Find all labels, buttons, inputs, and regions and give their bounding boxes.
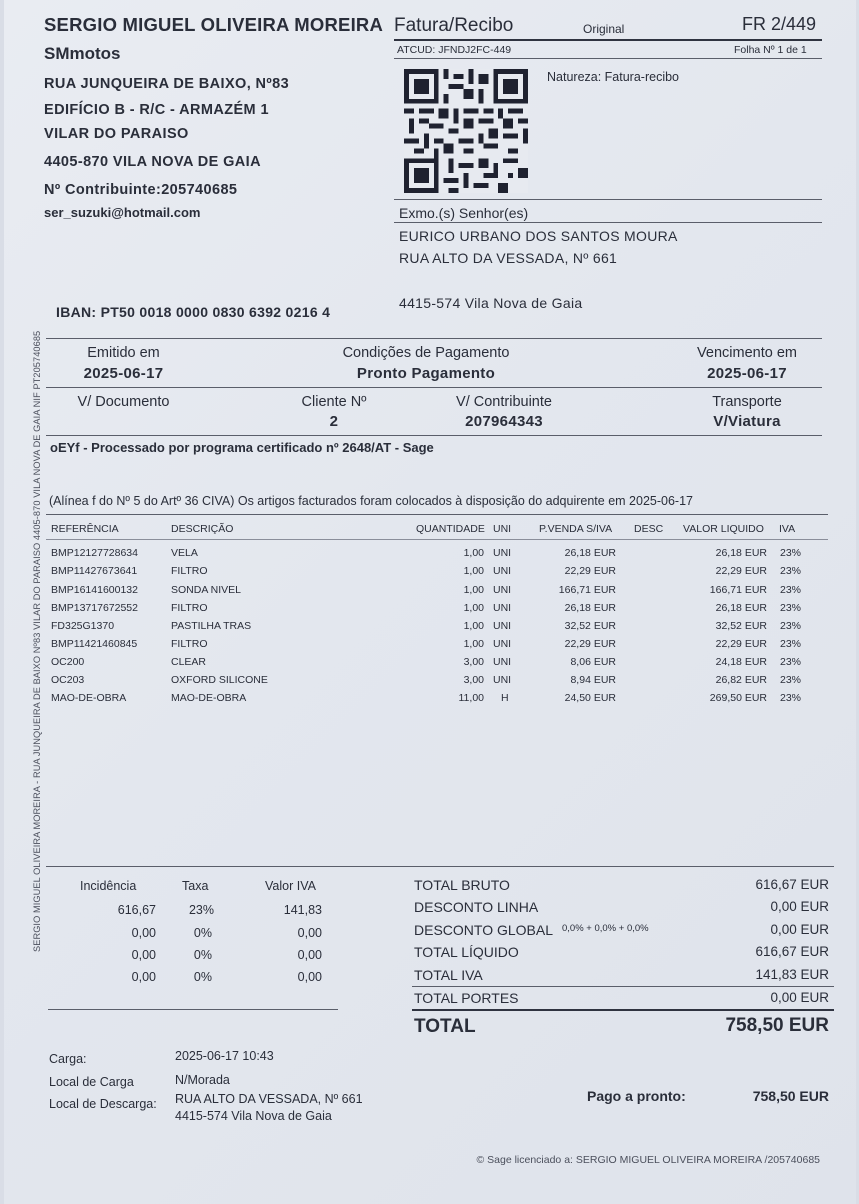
local-descarga-label: Local de Descarga: — [49, 1097, 157, 1111]
document-number: FR 2/449 — [742, 14, 817, 34]
cell-qty: 1,00 — [463, 584, 484, 596]
cell-qty: 11,00 — [458, 692, 484, 704]
local-carga-label: Local de Carga — [49, 1075, 134, 1089]
issued-label: Emitido em — [87, 345, 160, 361]
totals-rule — [412, 986, 834, 987]
totals-top-rule — [46, 866, 834, 867]
paid-label: Pago a pronto: — [587, 1088, 686, 1104]
cell-ref: OC200 — [51, 656, 85, 668]
cell-desc: MAO-DE-OBRA — [171, 692, 247, 704]
meta-rule — [46, 435, 822, 436]
sender-address-line: 4405-870 VILA NOVA DE GAIA — [44, 154, 261, 170]
client-address: RUA ALTO DA VESSADA, Nº 661 — [399, 250, 618, 266]
cell-uni: H — [501, 692, 509, 704]
cell-net: 26,18 EUR — [715, 602, 767, 614]
tax-header-rate: Taxa — [182, 879, 209, 893]
sender-nif: Nº Contribuinte:205740685 — [44, 182, 238, 198]
issued-date: 2025-06-17 — [83, 365, 164, 382]
meta-rule — [46, 338, 822, 339]
cell-qty: 1,00 — [463, 638, 484, 650]
cell-ref: BMP12127728634 — [51, 547, 138, 559]
cell-qty: 1,00 — [463, 602, 484, 614]
cell-ref: FD325G1370 — [51, 620, 115, 632]
cell-price: 22,29 EUR — [564, 565, 616, 577]
client-salutation: Exmo.(s) Senhor(es) — [399, 205, 529, 221]
client-vat-number: 207964343 — [465, 413, 543, 430]
due-date: 2025-06-17 — [707, 365, 787, 382]
col-header-disc: DESC — [634, 523, 664, 535]
col-header-net: VALOR LIQUIDO — [683, 523, 764, 535]
local-descarga-line: 4415-574 Vila Nova de Gaia — [175, 1109, 332, 1123]
cell-uni: UNI — [493, 674, 512, 686]
document-title: Fatura/Recibo — [394, 15, 514, 36]
sender-brand: SMmotos — [44, 44, 121, 63]
cell-desc: VELA — [171, 547, 198, 559]
cell-price: 22,29 EUR — [564, 638, 616, 650]
meta-rule — [46, 387, 822, 388]
cell-ref: BMP11421460845 — [51, 638, 138, 650]
client-rule — [394, 222, 822, 223]
tax-base: 0,00 — [131, 970, 156, 984]
cell-iva: 23% — [780, 547, 802, 559]
client-number-label: Cliente Nº — [301, 394, 367, 410]
cell-desc: CLEAR — [171, 656, 207, 668]
cell-net: 22,29 EUR — [715, 638, 767, 650]
side-vertical-text: SERGIO MIGUEL OLIVEIRA MOREIRA - RUA JUNQUEIRA DE BAIXO Nº83 VILAR DO PARAISO 4405-870 VILA NOVA DE GAIA NIF PT205740685 — [32, 330, 42, 952]
line-discount: 0,00 EUR — [770, 899, 829, 914]
total-gross-label: TOTAL BRUTO — [414, 877, 510, 893]
client-name: EURICO URBANO DOS SANTOS MOURA — [399, 228, 678, 244]
certification-text: oEYf - Processado por programa certificado nº 2648/AT - Sage — [50, 440, 434, 455]
cell-uni: UNI — [493, 620, 512, 632]
tax-bottom-rule — [48, 1009, 338, 1010]
tax-base: 0,00 — [131, 926, 156, 940]
cell-price: 26,18 EUR — [564, 547, 616, 559]
payment-conditions: Pronto Pagamento — [356, 365, 496, 382]
cell-price: 166,71 EUR — [558, 584, 616, 596]
sage-footer: © Sage licenciado a: SERGIO MIGUEL OLIVEIRA MOREIRA /205740685 — [476, 1154, 820, 1166]
sender-address-line: EDIFÍCIO B - R/C - ARMAZÉM 1 — [44, 102, 269, 118]
table-top-rule — [46, 514, 828, 515]
global-discount-label: DESCONTO GLOBAL — [414, 922, 554, 938]
col-header-price: P.VENDA S/IVA — [539, 523, 613, 535]
col-header-qty: QUANTIDADE — [416, 523, 485, 535]
cell-uni: UNI — [493, 638, 512, 650]
page-count: Folha Nº 1 de 1 — [734, 44, 807, 56]
cell-uni: UNI — [493, 602, 512, 614]
availability-notice: (Alínea f do Nº 5 do Artº 36 CIVA) Os artigos facturados foram colocados à disposição do adquirente em 2025-06-17 — [49, 494, 693, 508]
cell-iva: 23% — [780, 692, 802, 704]
cell-price: 24,50 EUR — [564, 692, 616, 704]
cell-iva: 23% — [780, 674, 802, 686]
cell-net: 26,18 EUR — [715, 547, 767, 559]
tax-vat: 0,00 — [297, 948, 322, 962]
total-shipping-label: TOTAL PORTES — [414, 990, 519, 1006]
cell-iva: 23% — [780, 602, 802, 614]
col-header-desc: DESCRIÇÃO — [171, 523, 234, 535]
tax-header-vat: Valor IVA — [265, 879, 316, 893]
conditions-label: Condições de Pagamento — [342, 345, 510, 361]
cell-iva: 23% — [780, 656, 802, 668]
invoice-page — [4, 0, 856, 1204]
cell-qty: 1,00 — [463, 620, 484, 632]
cell-price: 8,94 EUR — [570, 674, 616, 686]
tax-vat: 0,00 — [297, 926, 322, 940]
global-discount-detail: 0,0% + 0,0% + 0,0% — [562, 923, 649, 934]
cell-net: 26,82 EUR — [715, 674, 767, 686]
cell-net: 22,29 EUR — [715, 565, 767, 577]
cell-uni: UNI — [493, 584, 512, 596]
total-net-label: TOTAL LÍQUIDO — [414, 944, 519, 960]
cell-net: 166,71 EUR — [709, 584, 767, 596]
tax-header-base: Incidência — [80, 879, 137, 893]
tax-rate: 0% — [193, 948, 212, 962]
cell-ref: OC203 — [51, 674, 85, 686]
document-nature: Natureza: Fatura-recibo — [547, 70, 680, 84]
qr-code-icon — [404, 69, 528, 193]
local-carga-value: N/Morada — [175, 1073, 230, 1087]
sender-name: SERGIO MIGUEL OLIVEIRA MOREIRA — [44, 14, 384, 35]
total-gross: 616,67 EUR — [755, 877, 829, 892]
tax-base: 616,67 — [117, 903, 156, 917]
transport-value: V/Viatura — [713, 413, 781, 430]
carga-value: 2025-06-17 10:43 — [175, 1049, 274, 1063]
document-ref-label: V/ Documento — [77, 394, 170, 410]
cell-iva: 23% — [780, 584, 802, 596]
sender-iban: IBAN: PT50 0018 0000 0830 6392 0216 4 — [56, 304, 331, 320]
cell-desc: SONDA NIVEL — [171, 584, 242, 596]
cell-iva: 23% — [780, 565, 802, 577]
cell-qty: 3,00 — [463, 674, 484, 686]
sender-address-line: VILAR DO PARAISO — [44, 126, 189, 142]
local-descarga-line: RUA ALTO DA VESSADA, Nº 661 — [175, 1092, 363, 1106]
cell-desc: FILTRO — [171, 602, 208, 614]
cell-ref: MAO-DE-OBRA — [51, 692, 127, 704]
line-discount-label: DESCONTO LINHA — [414, 899, 539, 915]
global-discount: 0,00 EUR — [770, 922, 829, 937]
grand-total: 758,50 EUR — [725, 1015, 829, 1036]
cell-net: 24,18 EUR — [715, 656, 767, 668]
total-vat: 141,83 EUR — [755, 967, 829, 982]
total-shipping: 0,00 EUR — [770, 990, 829, 1005]
header-rule — [394, 39, 822, 41]
vat-number-label: V/ Contribuinte — [456, 394, 552, 410]
cell-ref: BMP13717672552 — [51, 602, 138, 614]
cell-qty: 1,00 — [463, 547, 484, 559]
client-number: 2 — [329, 413, 339, 430]
client-city: 4415-574 Vila Nova de Gaia — [399, 295, 583, 311]
cell-net: 269,50 EUR — [709, 692, 767, 704]
cell-iva: 23% — [780, 638, 802, 650]
cell-desc: FILTRO — [171, 565, 208, 577]
total-net: 616,67 EUR — [755, 944, 829, 959]
grand-total-rule — [412, 1009, 834, 1011]
tax-vat: 141,83 — [283, 903, 322, 917]
table-header-rule — [46, 539, 828, 540]
tax-base: 0,00 — [131, 948, 156, 962]
cell-desc: PASTILHA TRAS — [171, 620, 252, 632]
due-label: Vencimento em — [697, 345, 797, 361]
client-rule — [394, 199, 822, 200]
tax-rate: 0% — [193, 970, 212, 984]
total-vat-label: TOTAL IVA — [414, 967, 483, 983]
tax-rate: 23% — [188, 903, 214, 917]
cell-qty: 1,00 — [463, 565, 484, 577]
cell-desc: OXFORD SILICONE — [171, 674, 268, 686]
cell-uni: UNI — [493, 547, 512, 559]
col-header-ref: REFERÊNCIA — [51, 523, 119, 535]
cell-uni: UNI — [493, 565, 512, 577]
sender-email: ser_suzuki@hotmail.com — [44, 205, 201, 220]
cell-uni: UNI — [493, 656, 512, 668]
paid-value: 758,50 EUR — [752, 1088, 829, 1104]
cell-ref: BMP11427673641 — [51, 565, 138, 577]
cell-price: 8,06 EUR — [570, 656, 616, 668]
cell-price: 26,18 EUR — [564, 602, 616, 614]
header-rule — [394, 58, 822, 59]
tax-vat: 0,00 — [297, 970, 322, 984]
carga-label: Carga: — [49, 1052, 87, 1066]
cell-qty: 3,00 — [463, 656, 484, 668]
cell-ref: BMP16141600132 — [51, 584, 138, 596]
cell-price: 32,52 EUR — [564, 620, 616, 632]
transport-label: Transporte — [712, 394, 782, 410]
atcud: ATCUD: JFNDJ2FC-449 — [397, 44, 512, 56]
cell-iva: 23% — [780, 620, 802, 632]
tax-rate: 0% — [193, 926, 212, 940]
cell-net: 32,52 EUR — [715, 620, 767, 632]
cell-desc: FILTRO — [171, 638, 208, 650]
grand-total-label: TOTAL — [414, 1016, 476, 1037]
document-copy: Original — [583, 22, 625, 36]
col-header-uni: UNI — [493, 523, 512, 535]
sender-address-line: RUA JUNQUEIRA DE BAIXO, Nº83 — [44, 76, 290, 92]
col-header-iva: IVA — [779, 523, 796, 535]
